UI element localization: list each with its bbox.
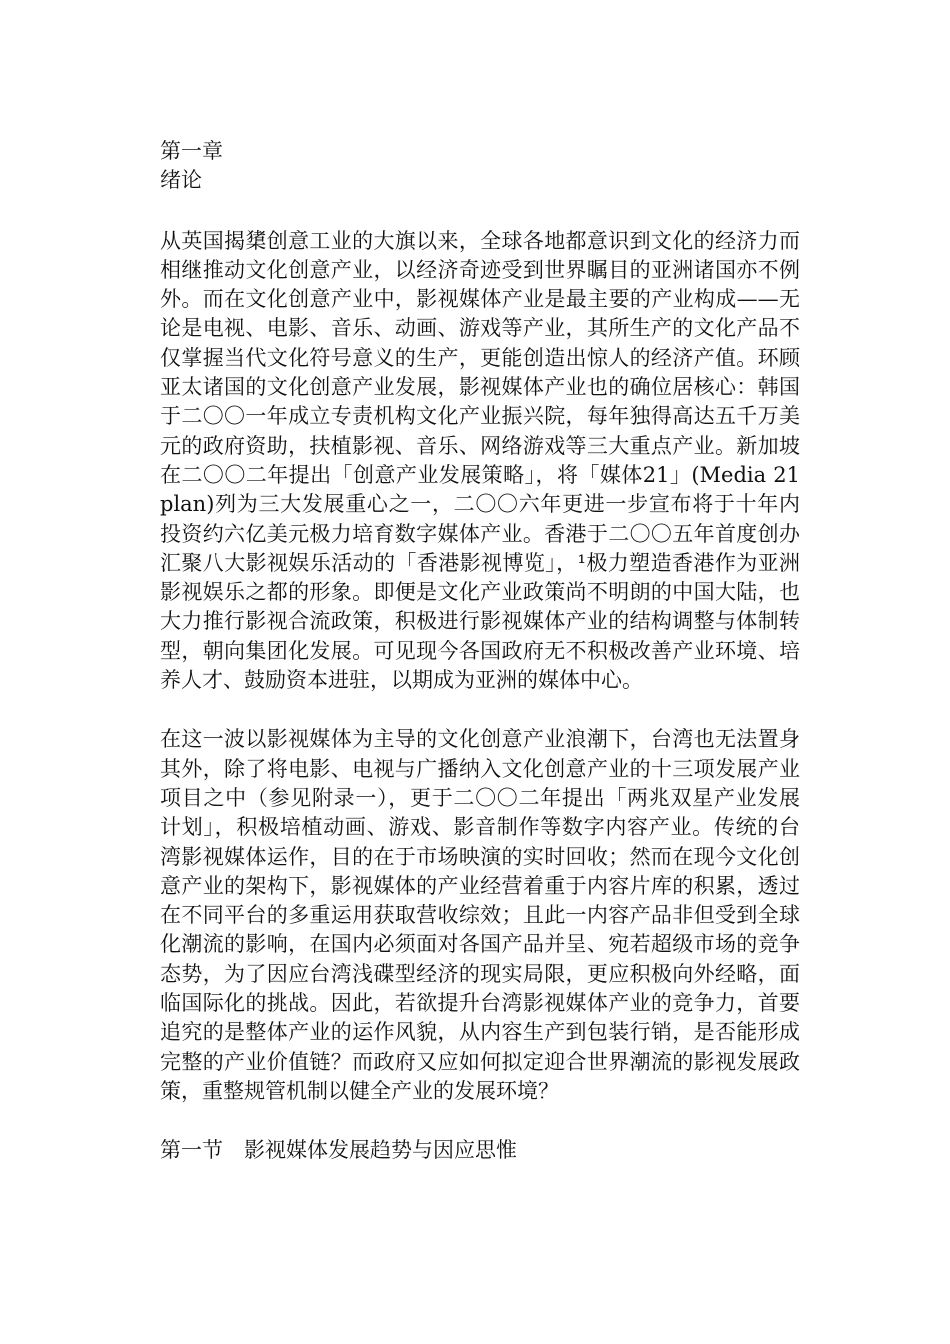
body-paragraph-1: 从英国揭橥创意工业的大旗以来，全球各地都意识到文化的经济力而相继推动文化创意产业，以经济奇迹受到世界瞩目的亚洲诸国亦不例外。而在文化创意产业中，影视媒体产业是最主要的产业构成——无论是电视、电影、音乐、动画、游戏等产业，其所生产的文化产品不仅掌握当代文化符号意义的生产，更能创造出惊人的经济产值。环顾亚太诸国的文化创意产业发展，影视媒体产业也的确位居核心：韩国于二〇〇一年成立专责机构文化产业振兴院，每年独得高达五千万美元的政府资助，扶植影视、音乐、网络游戏等三大重点产业。新加坡在二〇〇二年提出「创意产业发展策略」，将「媒体21」(Media 21 plan)列为三大发展重心之一，二〇〇六年更进一步宣布将于十年内投资约六亿美元极力培育数字媒体产业。香港于二〇〇五年首度创办汇聚八大影视娱乐活动的「香港影视博览」，¹极力塑造香港作为亚洲影视娱乐之都的形象。即便是文化产业政策尚不明朗的中国大陆，也大力推行影视合流政策，积极进行影视媒体产业的结构调整与体制转型，朝向集团化发展。可见现今各国政府无不积极改善产业环境、培养人才、鼓励资本进驻，以期成为亚洲的媒体中心。 [160, 228, 800, 693]
chapter-label: 第一章 [160, 139, 223, 163]
chapter-title: 绪论 [160, 168, 202, 193]
document-page [160, 137, 800, 1166]
section-title: 第一节 影视媒体发展趋势与因应思惟 [160, 1138, 517, 1163]
body-paragraph-2: 在这一波以影视媒体为主导的文化创意产业浪潮下，台湾也无法置身其外，除了将电影、电视与广播纳入文化创意产业的十三项发展产业项目之中（参见附录一），更于二〇〇二年提出「两兆双星产业发展计划」，积极培植动画、游戏、影音制作等数字内容产业。传统的台湾影视媒体运作，目的在于市场映演的实时回收；然而在现今文化创意产业的架构下，影视媒体的产业经营着重于内容片库的积累，透过在不同平台的多重运用获取营收综效；且此一内容产品非但受到全球化潮流的影响，在国内必须面对各国产品并呈、宛若超级市场的竞争态势，为了因应台湾浅碟型经济的现实局限，更应积极向外经略，面临国际化的挑战。因此，若欲提升台湾影视媒体产业的竞争力，首要追究的是整体产业的运作风貌，从内容生产到包装行销，是否能形成完整的产业价值链？而政府又应如何拟定迎合世界潮流的影视发展政策，重整规管机制以健全产业的发展环境？ [160, 727, 800, 1103]
